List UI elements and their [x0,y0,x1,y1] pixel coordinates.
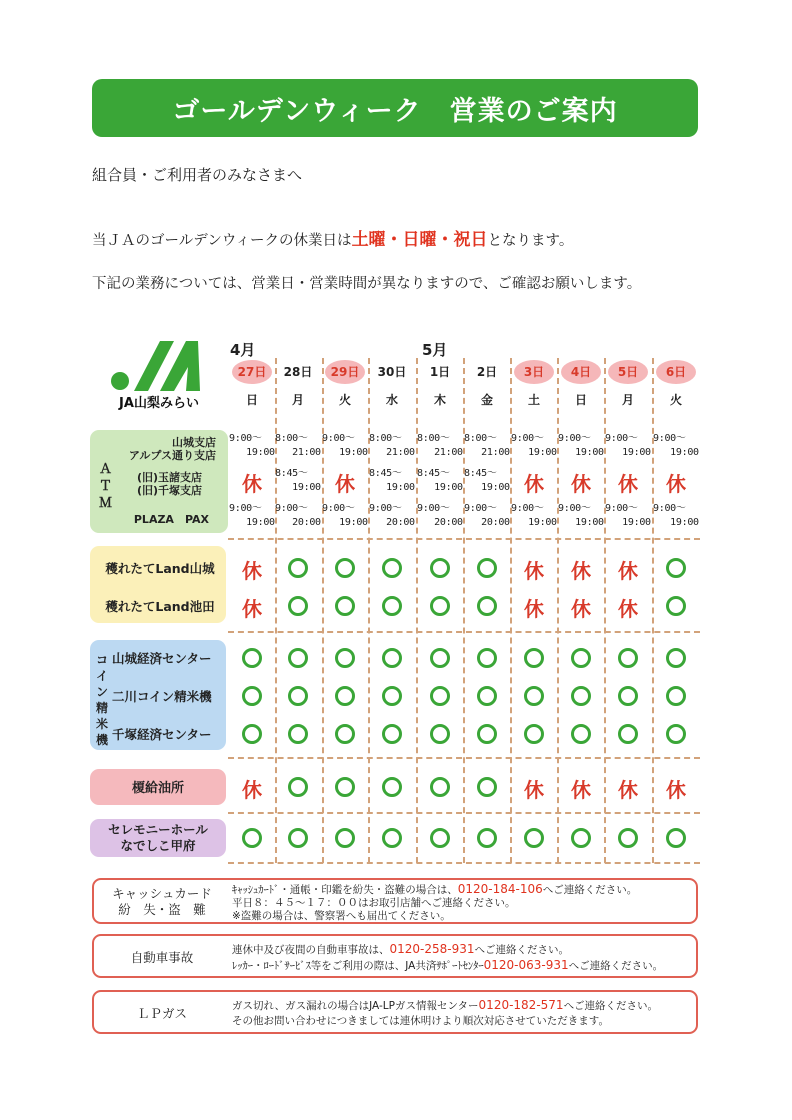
closed-mark: 休 [571,472,591,496]
atm-category-char: Ｍ [99,496,113,511]
open-mark-icon [618,648,638,668]
hours-cell: 9:00～ 19:00 [322,433,368,458]
date-label: 5日 [608,360,648,384]
hours-cell: 9:00～ 20:00 [275,503,321,528]
hours-cell: 9:00～ 19:00 [558,433,604,458]
open-mark-icon [288,596,308,616]
closed-mark: 休 [618,597,638,621]
open-mark-icon [288,558,308,578]
row-divider [228,757,700,759]
open-mark-icon [666,724,686,744]
coin-category-char: 米 [96,717,109,731]
closed-mark: 休 [524,559,544,583]
hall-label: なでしこ甲府 [120,838,196,853]
hours-cell: 8:45～ 19:00 [369,468,415,493]
open-mark-icon [382,724,402,744]
hours-cell: 8:45～ 19:00 [275,468,321,493]
atm-label: PLAZA PAX [133,513,209,526]
date-label: 1日 [429,365,451,379]
lp-gas-box [92,990,698,1034]
open-mark-icon [242,648,262,668]
open-mark-icon [666,828,686,848]
coin-label: 千塚経済センター [112,727,212,742]
open-mark-icon [477,777,497,797]
hours-cell: 9:00～ 19:00 [605,433,651,458]
open-mark-icon [335,558,355,578]
weekday-label: 金 [480,393,493,407]
open-mark-icon [666,596,686,616]
open-mark-icon [288,648,308,668]
open-mark-icon [382,648,402,668]
closed-mark: 休 [242,778,262,802]
weekday-label: 火 [338,393,351,407]
open-mark-icon [571,648,591,668]
cash-card-label [108,886,216,918]
lp-gas-label: ＬＰガス [136,1006,187,1021]
open-mark-icon [430,596,450,616]
open-mark-icon [477,828,497,848]
weekday-label: 月 [291,393,304,407]
box-text-segment: ガス切れ、ガス漏れの場合はJA-LPガス情報センター [232,1000,479,1012]
open-mark-icon [288,777,308,797]
hours-cell: 8:00～ 21:00 [369,433,415,458]
closed-mark: 休 [242,597,262,621]
closed-mark: 休 [242,559,262,583]
weekday-label: 木 [433,393,446,407]
row-divider [228,862,700,864]
car-accident-label: 自動車事故 [130,950,194,965]
car-accident-text [232,942,663,974]
open-mark-icon [288,724,308,744]
open-mark-icon [242,724,262,744]
atm-label: 山城支店 [172,436,216,449]
box-text-segment: ﾚｯｶｰ・ﾛｰﾄﾞｻｰﾋﾞｽ等をご利用の際は、JA共済ｻﾎﾟｰﾄｾﾝﾀｰ [232,960,484,972]
cash-card-text [232,883,637,923]
box-line: その他お問い合わせにつきましては連休明けより順次対応させていただきます。 [232,1015,609,1027]
box-line [232,958,663,974]
open-mark-icon [666,686,686,706]
hours-cell: 9:00～ 19:00 [229,503,275,528]
open-mark-icon [618,828,638,848]
holiday-notice-highlight: 土曜・日曜・祝日 [351,230,488,250]
land-label: 穫れたてLand池田 [105,599,215,614]
hours-cell: 9:00～ 19:00 [558,503,604,528]
land-label: 穫れたてLand山城 [105,561,215,576]
open-mark-icon [477,724,497,744]
cash-card-label-line1: キャッシュカード [112,886,212,901]
open-mark-icon [382,686,402,706]
box-line [232,998,658,1014]
open-mark-icon [524,828,544,848]
open-mark-icon [666,648,686,668]
greeting: 組合員・ご利用者のみなさまへ [92,166,303,184]
open-mark-icon [430,777,450,797]
hours-cell: 9:00～ 20:00 [369,503,415,528]
open-mark-icon [430,686,450,706]
hours-cell: 9:00～ 20:00 [417,503,463,528]
open-mark-icon [335,596,355,616]
open-mark-icon [477,648,497,668]
open-mark-icon [430,828,450,848]
weekday-label: 火 [669,393,682,407]
hours-cell: 9:00～ 19:00 [653,433,699,458]
atm-label: (旧)千塚支店 [136,484,202,497]
atm-label: (旧)玉諸支店 [136,471,202,484]
coin-category-char: 精 [96,701,109,715]
open-mark-icon [382,596,402,616]
open-mark-icon [288,686,308,706]
open-mark-icon [335,648,355,668]
weekday-label: 月 [621,393,634,407]
closed-mark: 休 [571,778,591,802]
closed-mark: 休 [666,778,686,802]
holiday-notice-suffix: となります。 [487,233,574,249]
open-mark-icon [524,724,544,744]
open-mark-icon [242,686,262,706]
box-text-segment: 0120-258-931 [389,942,475,956]
box-line [232,942,663,958]
box-text-segment: 連休中及び夜間の自動車事故は、 [232,944,390,956]
lp-gas-text [232,998,658,1029]
weekday-label: 日 [574,393,587,407]
hours-cell: 8:00～ 21:00 [417,433,463,458]
weekday-label: 土 [527,393,540,407]
open-mark-icon [382,558,402,578]
open-mark-icon [335,828,355,848]
box-text-segment: 0120-184-106 [457,882,543,896]
open-mark-icon [477,686,497,706]
hours-cell: 8:00～ 21:00 [275,433,321,458]
open-mark-icon [335,686,355,706]
hours-cell: 9:00～ 19:00 [229,433,275,458]
hours-cell: 8:45～ 19:00 [417,468,463,493]
page-title: ゴールデンウィーク 営業のご案内 [92,79,698,137]
hall-label: セレモニーホール [108,822,208,837]
open-mark-icon [618,686,638,706]
closed-mark: 休 [571,597,591,621]
coin-category-char: 機 [96,733,109,747]
open-mark-icon [288,828,308,848]
box-text-segment: 0120-063-931 [483,958,569,972]
logo-text: JA山梨みらい [119,396,199,411]
coin-label: 二川コイン精米機 [112,689,212,704]
hours-cell: 9:00～ 19:00 [511,433,557,458]
closed-mark: 休 [524,472,544,496]
row-divider [228,631,700,633]
open-mark-icon [335,777,355,797]
date-label: 2日 [476,365,498,379]
date-label: 3日 [514,360,554,384]
row-divider [228,812,700,814]
box-text-segment: へご連絡ください。 [568,960,664,972]
box-line [232,883,637,897]
atm-label: アルプス通り支店 [128,449,216,462]
coin-category-char: コ [96,653,109,667]
hours-cell: 9:00～ 19:00 [322,503,368,528]
closed-mark: 休 [571,559,591,583]
open-mark-icon [382,777,402,797]
closed-mark: 休 [618,559,638,583]
date-label: 4日 [561,360,601,384]
open-mark-icon [430,724,450,744]
month-may: 5月 [422,341,448,359]
hours-cell: 8:45～ 19:00 [464,468,510,493]
weekday-label: 日 [245,393,258,407]
open-mark-icon [430,648,450,668]
closed-mark: 休 [618,472,638,496]
closed-mark: 休 [666,472,686,496]
cash-card-label-line2: 紛 失・盗 難 [118,902,206,917]
hours-cell: 9:00～ 19:00 [653,503,699,528]
box-line: ※盗難の場合は、警察署へも届出てください。 [232,910,451,922]
gas-label: 榎給油所 [131,781,184,796]
closed-mark: 休 [524,597,544,621]
hours-cell: 9:00～ 19:00 [605,503,651,528]
hours-cell: 9:00～ 20:00 [464,503,510,528]
open-mark-icon [571,724,591,744]
open-mark-icon [477,596,497,616]
open-mark-icon [524,686,544,706]
date-label: 30日 [377,365,407,379]
box-text-segment: へご連絡ください。 [542,884,638,896]
month-april: 4月 [230,341,256,359]
hours-cell: 9:00～ 19:00 [511,503,557,528]
row-divider [228,538,700,540]
open-mark-icon [571,828,591,848]
date-label: 28日 [283,365,313,379]
open-mark-icon [524,648,544,668]
closed-mark: 休 [242,472,262,496]
open-mark-icon [618,724,638,744]
box-text-segment: ｷｬｯｼｭｶｰﾄﾞ・通帳・印鑑を紛失・盗難の場合は、 [232,884,458,896]
closed-mark: 休 [618,778,638,802]
coin-category-char: ン [96,685,109,699]
closed-mark: 休 [524,778,544,802]
holiday-notice-prefix: 当ＪＡのゴールデンウィークの休業日は [92,233,352,249]
box-text-segment: へご連絡ください。 [563,1000,659,1012]
coin-label: 山城経済センター [112,651,212,666]
open-mark-icon [666,558,686,578]
open-mark-icon [571,686,591,706]
hours-cell: 8:00～ 21:00 [464,433,510,458]
box-line: 平日８：４５～１７：００はお取引店舗へご連絡ください。 [232,897,516,909]
coin-category-char: イ [96,669,109,683]
cash-card-box [92,878,698,924]
weekday-label: 水 [385,393,398,407]
open-mark-icon [382,828,402,848]
date-label: 29日 [325,360,365,384]
open-mark-icon [335,724,355,744]
atm-category-char: Ｔ [99,479,113,494]
open-mark-icon [242,828,262,848]
open-mark-icon [477,558,497,578]
date-label: 6日 [656,360,696,384]
atm-category-char: Ａ [99,462,113,477]
box-text-segment: 0120-182-571 [478,998,564,1012]
closed-mark: 休 [335,472,355,496]
hours-notice: 下記の業務については、営業日・営業時間が異なりますので、ご確認お願いします。 [92,276,642,292]
date-label: 27日 [232,360,272,384]
box-text-segment: へご連絡ください。 [474,944,570,956]
open-mark-icon [430,558,450,578]
holiday-notice [92,225,573,250]
car-accident-box [92,934,698,978]
